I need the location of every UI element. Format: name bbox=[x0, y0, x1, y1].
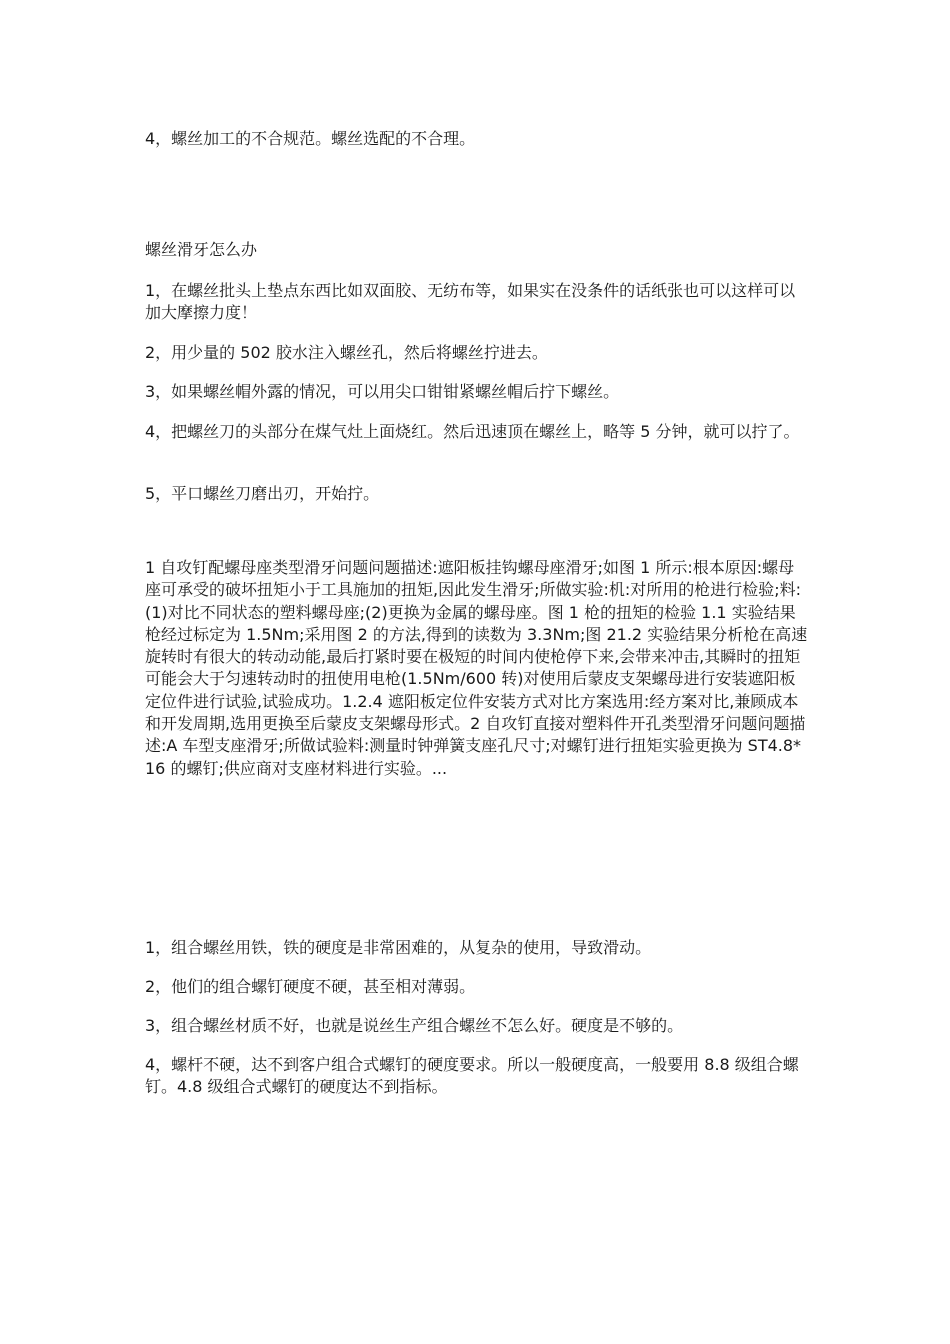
fix-item-3: 3，如果螺丝帽外露的情况，可以用尖口钳钳紧螺丝帽后拧下螺丝。 bbox=[145, 382, 620, 401]
case-study-paragraph: 1 自攻钉配螺母座类型滑牙问题问题描述:遮阳板挂钩螺母座滑牙;如图 1 所示:根本原因:螺母座可承受的破坏扭矩小于工具施加的扭矩,因此发生滑牙;所做实验:机:对所用的枪进行检验;料:(1)对比不同状态的塑料螺母座;(2)更换为金属的螺母座。图 1 枪的扭矩的检验 1.1 实验结果枪经过标定为 1.5Nm;采用图 2 的方法,得到的读数为 3.3Nm;图 21.2 实验结果分析枪在高速旋转时有很大的转动动能,最后打紧时要在极短的时间内使枪停下来,会带来冲击,其瞬时的扭矩可能会大于匀速转动时的扭使用电枪(1.5Nm/600 转)对使用后蒙皮支架螺母进行安装遮阳板定位件进行试验,试验成功。1.2.4 遮阳板定位件安装方式对比方案选用:经方案对比,兼顾成本和开发周期,选用更换至后蒙皮支架螺母形式。2 自攻钉直接对塑料件开孔类型滑牙问题问题描述:A 车型支座滑牙;所做试验料:测量时钟弹簧支座孔尺寸;对螺钉进行扭矩实验更换为 ST4.8*16 的螺钉;供应商对支座材料进行实验。... bbox=[145, 558, 808, 778]
cause-item-1: 1，组合螺丝用铁，铁的硬度是非常困难的，从复杂的使用，导致滑动。 bbox=[145, 938, 652, 957]
cause-item-3: 3，组合螺丝材质不好，也就是说丝生产组合螺丝不怎么好。硬度是不够的。 bbox=[145, 1016, 684, 1035]
section-title: 螺丝滑牙怎么办 bbox=[145, 240, 258, 259]
fix-item-5: 5，平口螺丝刀磨出刃，开始拧。 bbox=[145, 484, 380, 503]
cause-item-4: 4，螺杆不硬，达不到客户组合式螺钉的硬度要求。所以一般硬度高，一般要用 8.8 级组合螺钉。4.8 级组合式螺钉的硬度达不到指标。 bbox=[145, 1055, 799, 1096]
fix-item-4: 4，把螺丝刀的头部分在煤气灶上面烧红。然后迅速顶在螺丝上，略等 5 分钟，就可以拧了。 bbox=[145, 422, 800, 441]
cause-item-2: 2，他们的组合螺钉硬度不硬，甚至相对薄弱。 bbox=[145, 977, 476, 996]
fix-item-1: 1，在螺丝批头上垫点东西比如双面胶、无纺布等，如果实在没条件的话纸张也可以这样可以加大摩擦力度！ bbox=[145, 281, 796, 322]
fix-item-2: 2，用少量的 502 胶水注入螺丝孔，然后将螺丝拧进去。 bbox=[145, 343, 548, 362]
paragraph-screw-cause-4: 4，螺丝加工的不合规范。螺丝选配的不合理。 bbox=[145, 129, 476, 148]
